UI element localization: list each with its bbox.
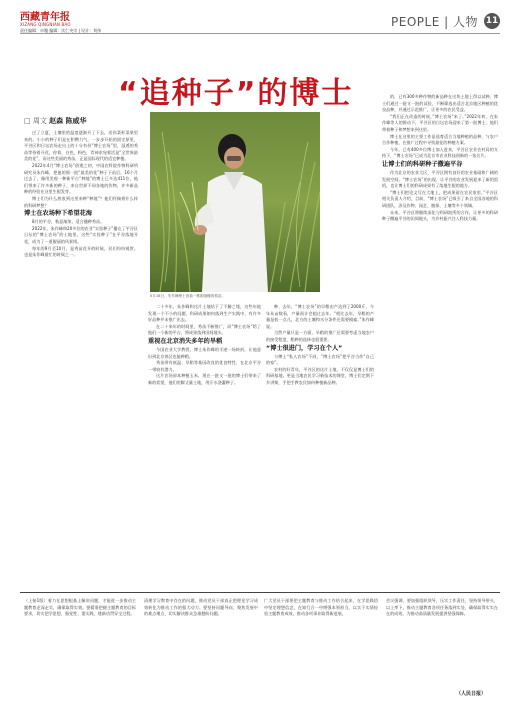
article-headline: “追种子”的博士	[118, 76, 354, 111]
paragraph: 今国农业大学教授，博士朱作峰的半途一场转折，让他意识到北京郊区也能种稻。	[148, 346, 261, 359]
paragraph: “博士们把论文写在大地上，把成果留在农民家里。”平谷区相关负责人介绍，目前，“博士农场”已吸引了来自全国各地的科研团队，涉及作物、园艺、植保、土壤等多个领域。	[382, 189, 498, 208]
paragraph: 博士们为什么热衷到这里来种“种地”？他们怀揣着什么样的科研梦想？	[24, 195, 138, 208]
section-divider	[20, 592, 500, 593]
editor-credits: 责任编辑：卓嘎 编辑：次仁央宗 | 设计：刘伟	[20, 28, 102, 33]
paragraph: 未来，平谷区将继续深化与科研院所的合作，让更多的科研种子撒遍平谷的田间地头，为乡村振兴注入科技力量。	[382, 209, 498, 222]
photo-caption: 5月16日，朱作峰博士查看一株刚抽穗的稻苗。	[150, 294, 226, 298]
paragraph: 2022年，朱作峰和20多位的农业“实验种子”播在了平谷区日坛的“博士农场”的土地里。这些“实验种子”在平谷落地开花，成为了一道靓丽的风景线。	[24, 225, 138, 244]
paragraph: 与博士“私人农场”不同，“博士农场”把平谷当作“自己的家”。	[266, 353, 374, 366]
paragraph: 8月的平谷，秋意渐浓，适合播种秀苗。	[32, 219, 105, 225]
article-column-2	[148, 304, 261, 588]
paragraph: 在二十来年的时间里，秀苗不断推广，而“博士农场”给了他们一个新的平台，将成果落到田间地头。	[148, 323, 261, 336]
bottom-column-1: （上接1版）着力在思想根基上解决问题，才能进一步推动主题教育走深走实，确保取得实效。要精准把握主题教育的目标要求，切实把学思想、强党性、重实践、建新功贯穿全过程。	[24, 598, 136, 617]
section-subhead: 重视在北京消失多年的旱稻	[148, 337, 223, 345]
section-subhead: 让博士们的科研种子撒遍平谷	[382, 160, 463, 168]
paragraph: 作为北京的农业大区，平谷区拥有良好的农业基础和广阔的发展空间。“博士农场”的出现，让平谷的农业发展迎来了新的契机，也让博士们的科研成果有了落地生根的地方。	[382, 169, 498, 189]
paragraph: 二十多年，朱作峰和这片土地结下了不解之缘，这些年他发现一个不小的问题，科研成果如何落到生产实践中，有许多好品种并未推广出去。	[148, 304, 261, 323]
paragraph: 当然产量只是一方面，旱稻的推广还需要考虑当地农户的接受程度，稻种的选择也很重要。	[266, 330, 374, 342]
paragraph: 种、去年，“博士农场”的早稻由产达到了2000斤，今年从亩数看，产量预计会超过去年。“相比去年，早稻的产量是低一点儿，北方的土壤和水分条件还需要摸索。”朱作峰说。	[266, 304, 374, 329]
section-name: PEOPLE | 人物	[391, 14, 478, 29]
article-column-3	[266, 304, 374, 588]
paragraph: 这片农场原本种植玉米，现在一批又一批的博士们带来了新的希望，他们用脚丈量土地，用汗水浇灌种子。	[148, 373, 261, 385]
paragraph: 秀苗带有低温、早稻等基因改良的优良特性，在北京平谷一带较有潜力。	[148, 360, 261, 372]
paragraph: “我们正在改造的时候，”博士农场“来了。”2022年初，在朱作峰等人的推动下，平谷区的日坛农场迎来了第一批博士，他们带着种子和梦想来到这里。	[382, 113, 498, 132]
article-column-4	[382, 94, 498, 588]
rice-field-photo	[150, 112, 320, 292]
paragraph: 博士在这里的主要工作是选育适合当地种植的品种，与农户合作种植，在推广过程中寻找最佳的种植方案。	[382, 133, 498, 146]
byline	[24, 116, 87, 126]
article-column-1	[24, 130, 138, 420]
byline-author: 赵森 陈威华	[49, 117, 87, 125]
newspaper-logo: 西藏青年报	[20, 12, 70, 23]
byline-prefix: □ 周文	[24, 117, 47, 125]
bottom-column-2: 清理学习教育中存在的问题，推动党员干部真正把理论学习成效转化为推动工作的强大动力。要坚持问题导向，聚焦发展中的难点堵点，切实解决群众急难愁盼问题。	[144, 598, 258, 617]
paragraph: 过了立夏，土壤里的温度逐渐升了下去，送你菜籽菜果里来的。小小的种子们是在积攒力气，一步步开始的固定原里，平谷区和日坛农场走出土的十分有份“博士农场”里，湿透的秀苗等待着开花，你着，白色，粉色，青神求宛着活是“全世界最美的花”，而这些美丽的秀苗，正是国际现代的适宜种植。	[24, 130, 138, 162]
paragraph: 的，已有300多种作物的新品种在这块土地上得以试种，博士们通过一批又一批的试验，不断筛选出适合北京地区种植的优良品种，并通过示范推广，让更多的农民受益。	[382, 94, 498, 113]
page-number: 11	[484, 13, 500, 29]
section-bar	[391, 12, 500, 30]
bottom-column-3: 广大党员干部要把主题教育与推动工作结合起来，在学思践悟中坚定理想信念，在知行合一中增强本领担当，以实干实绩检验主题教育成效，推动各项事业取得新进展。	[264, 598, 378, 617]
article-photo	[150, 112, 320, 292]
paragraph: 2022年4月“博士农场”创建之初，中国农科院作物科研所研究员朱作峰，把他的那一批“最美的花”种子下苗后，16个月过去了，像用美观一种新平台“种地”的博士已多达411位，他们带来了许多新的种子，来自世界不同各地的作物，许多新品种的经验在这里生根发芽。	[24, 162, 138, 195]
bottom-column-4: 会议强调，要加强组织领导，压实工作责任，坚持领导带头，以上率下，推动主题教育各项任务落到实处，确保取得实实在在的成效，为推动高质量发展提供坚强保障。	[386, 598, 498, 617]
paragraph: 今年，已有400多位博士加入进来，平谷区农业农村局的支持下，“博士农场”已成为北京市农业科技创新的一张名片。	[382, 146, 498, 159]
source-credit: （人民日报）	[456, 691, 487, 697]
section-subhead: 博士在农场种下希望花海	[24, 210, 93, 218]
masthead	[20, 8, 500, 34]
paragraph: 农村的好青年，平谷区的这片土地，不仅仅是博士们的科研基地，更是当地农民学习新技术的课堂。博士们定期下乡讲课，手把手教农民如何种植新品种。	[266, 366, 374, 385]
section-subhead: “博士很进门，学习在个人”	[266, 344, 343, 352]
paragraph: 每年的9月至10月，是秀苗花开的时候，民们纷纷观赏。也是朱作峰最忙的时候之一。	[24, 245, 138, 258]
newspaper-logo-latin: XIZANG QINGNIAN BAO	[20, 22, 71, 27]
